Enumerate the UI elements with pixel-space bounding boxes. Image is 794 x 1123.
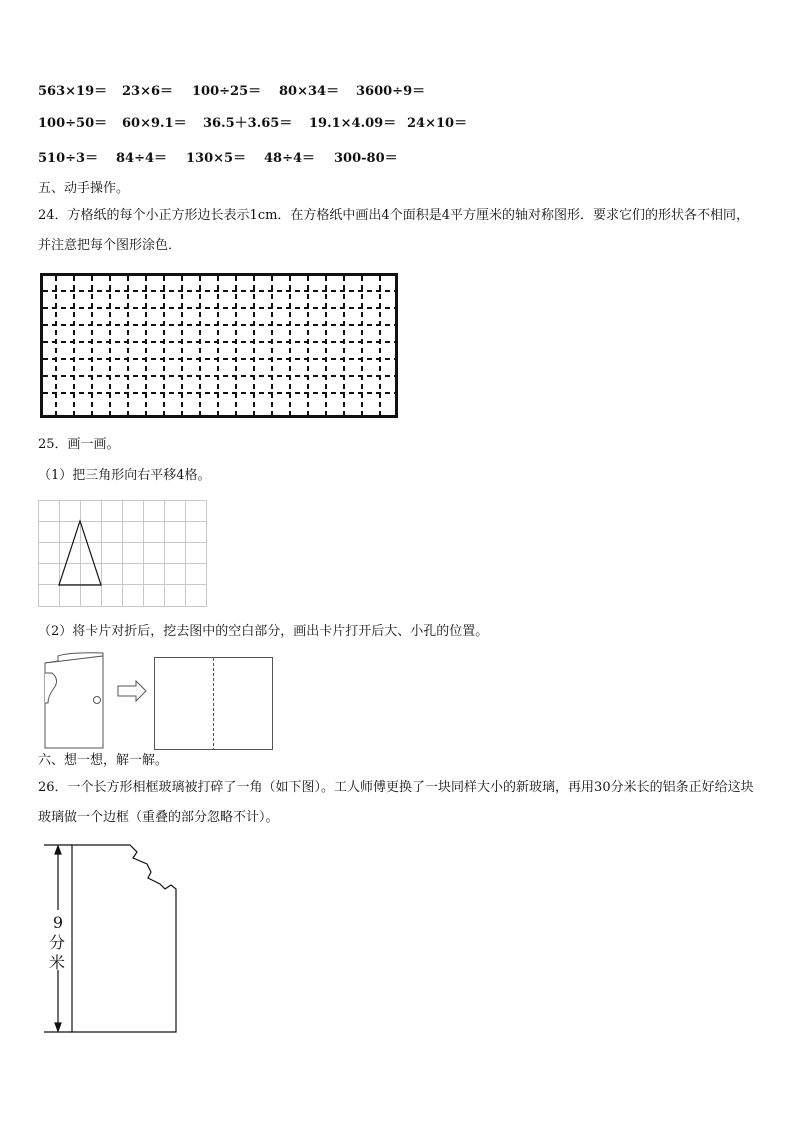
- arith-2-3: 36.5＋3.65＝: [203, 116, 293, 131]
- q25-card-figure: [40, 648, 275, 752]
- section5-title: 五、动手操作。: [38, 181, 130, 196]
- q25-title: 25．画一画。: [38, 437, 120, 452]
- arith-2-1: 100÷50＝: [38, 116, 108, 131]
- q26-text: 26．一个长方形相框玻璃被打碎了一角（如下图）。工人师傅更换了一块同样大小的新玻璃，再用30分米长的铝条正好给这块玻璃做一个边框（重叠的部分忽略不计）。: [38, 780, 754, 825]
- arrow-up-icon: [55, 846, 61, 854]
- dimension-label-fen: 分: [49, 933, 66, 952]
- arith-3-3: 130×5＝: [186, 151, 247, 166]
- q25-triangle-grid: [38, 500, 208, 608]
- arith-3-2: 84÷4＝: [116, 151, 168, 166]
- arith-1-3: 100÷25＝: [192, 84, 262, 99]
- arith-3-4: 48÷4＝: [264, 151, 316, 166]
- arith-1-1: 563×19＝: [38, 84, 108, 99]
- section6-title: 六、想一想，解一解。: [38, 753, 169, 768]
- q25-1-text: （1）把三角形向右平移4格。: [38, 468, 211, 483]
- card-small-hole: [94, 697, 101, 704]
- right-arrow-icon: [118, 681, 146, 701]
- arith-2-5: 24×10＝: [407, 116, 468, 131]
- arith-3-5: 300-80＝: [334, 151, 398, 166]
- arith-2-4: 19.1×4.09＝: [309, 116, 397, 131]
- dimension-label-mi: 米: [49, 953, 66, 972]
- arith-1-4: 80×34＝: [279, 84, 340, 99]
- glass-outline: [72, 845, 176, 1032]
- arith-3-1: 510÷3＝: [38, 151, 99, 166]
- q25-2-text: （2）将卡片对折后，挖去图中的空白部分，画出卡片打开后大、小孔的位置。: [38, 624, 489, 639]
- dimension-label-9: 9: [52, 913, 64, 932]
- q24-text: 24．方格纸的每个小正方形边长表示1cm．在方格纸中画出4个面积是4平方厘米的轴对称图形．要求它们的形状各不相同，并注意把每个图形涂色．: [38, 208, 749, 253]
- arith-2-2: 60×9.1＝: [122, 116, 187, 131]
- arith-1-5: 3600÷9＝: [356, 84, 426, 99]
- q24-grid-paper: [40, 273, 398, 418]
- arith-1-2: 23×6＝: [122, 84, 174, 99]
- arrow-down-icon: [55, 1023, 61, 1031]
